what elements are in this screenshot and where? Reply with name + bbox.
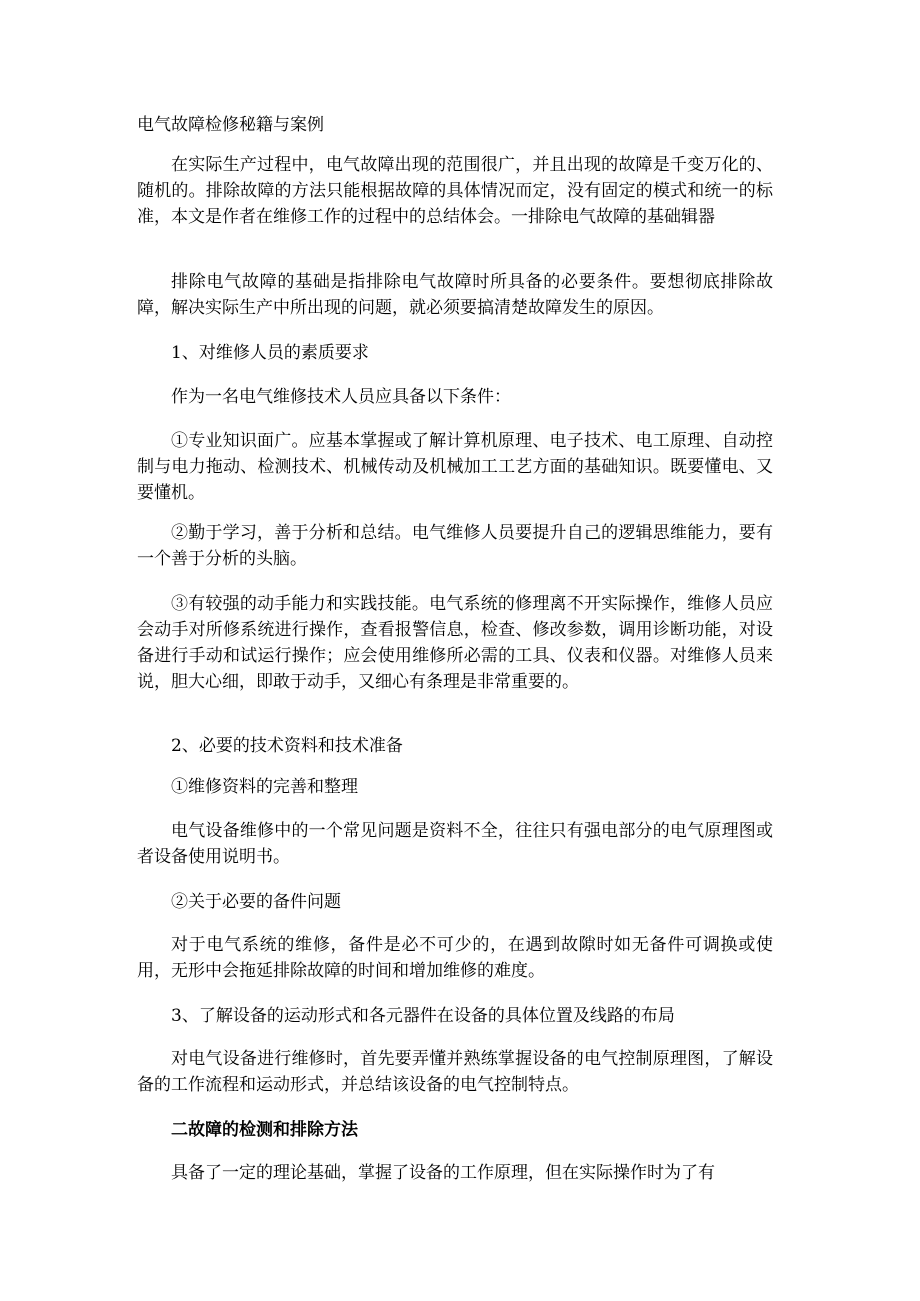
- list-item-knowledge: ①专业知识面广。应基本掌握或了解计算机原理、电子技术、电工原理、自动控制与电力拖动、检测技术、机械传动及机械加工工艺方面的基础知识。既要懂电、又要懂机。: [137, 431, 773, 503]
- list-item-spares: ②关于必要的备件问题: [171, 892, 341, 912]
- section-heading-methods: 二故障的检测和排除方法: [171, 1120, 358, 1140]
- paragraph-documents: 电气设备维修中的一个常见问题是资料不全，往往只有强电部分的电气原理图或者设备使用说明书。: [137, 821, 773, 867]
- list-item-documents: ①维修资料的完善和整理: [171, 777, 358, 797]
- paragraph-basis: 排除电气故障的基础是指排除电气故障时所具备的必要条件。要想彻底排除故障，解决实际生产中所出现的问题，就必须要搞清楚故障发生的原因。: [137, 272, 773, 318]
- list-item-learning: ②勤于学习，善于分析和总结。电气维修人员要提升自己的逻辑思维能力，要有一个善于分析的头脑。: [137, 523, 773, 569]
- document-title: 电气故障检修秘籍与案例: [137, 115, 324, 135]
- paragraph-methods: 具备了一定的理论基础，掌握了设备的工作原理，但在实际操作时为了有: [171, 1163, 715, 1183]
- paragraph-conditions: 作为一名电气维修技术人员应具备以下条件：: [171, 387, 511, 407]
- paragraph-layout: 对电气设备进行维修时，首先要弄懂并熟练掌握设备的电气控制原理图，了解设备的工作流程和运动形式，并总结该设备的电气控制特点。: [137, 1049, 773, 1095]
- section-heading-materials: 2、必要的技术资料和技术准备: [171, 736, 403, 756]
- list-item-practice: ③有较强的动手能力和实践技能。电气系统的修理离不开实际操作，维修人员应会动手对所修系统进行操作，查看报警信息，检查、修改参数，调用诊断功能，对设备进行手动和试运行操作；应会使用维修所必需的工具、仪表和仪器。对维修人员来说，胆大心细，即敢于动手，又细心有条理是非常重要的。: [137, 594, 773, 692]
- section-heading-quality: 1、对维修人员的素质要求: [171, 343, 369, 363]
- section-heading-layout: 3、了解设备的运动形式和各元器件在设备的具体位置及线路的布局: [171, 1006, 675, 1026]
- paragraph-intro: 在实际生产过程中，电气故障出现的范围很广，并且出现的故障是千变万化的、随机的。排除故障的方法只能根据故障的具体情况而定，没有固定的模式和统一的标准，本文是作者在维修工作的过程中的总结体会。一排除电气故障的基础辑器: [137, 155, 773, 227]
- paragraph-spares: 对于电气系统的维修，备件是必不可少的，在遇到故隙时如无备件可调换或使用，无形中会拖延排除故障的时间和增加维修的难度。: [137, 935, 773, 981]
